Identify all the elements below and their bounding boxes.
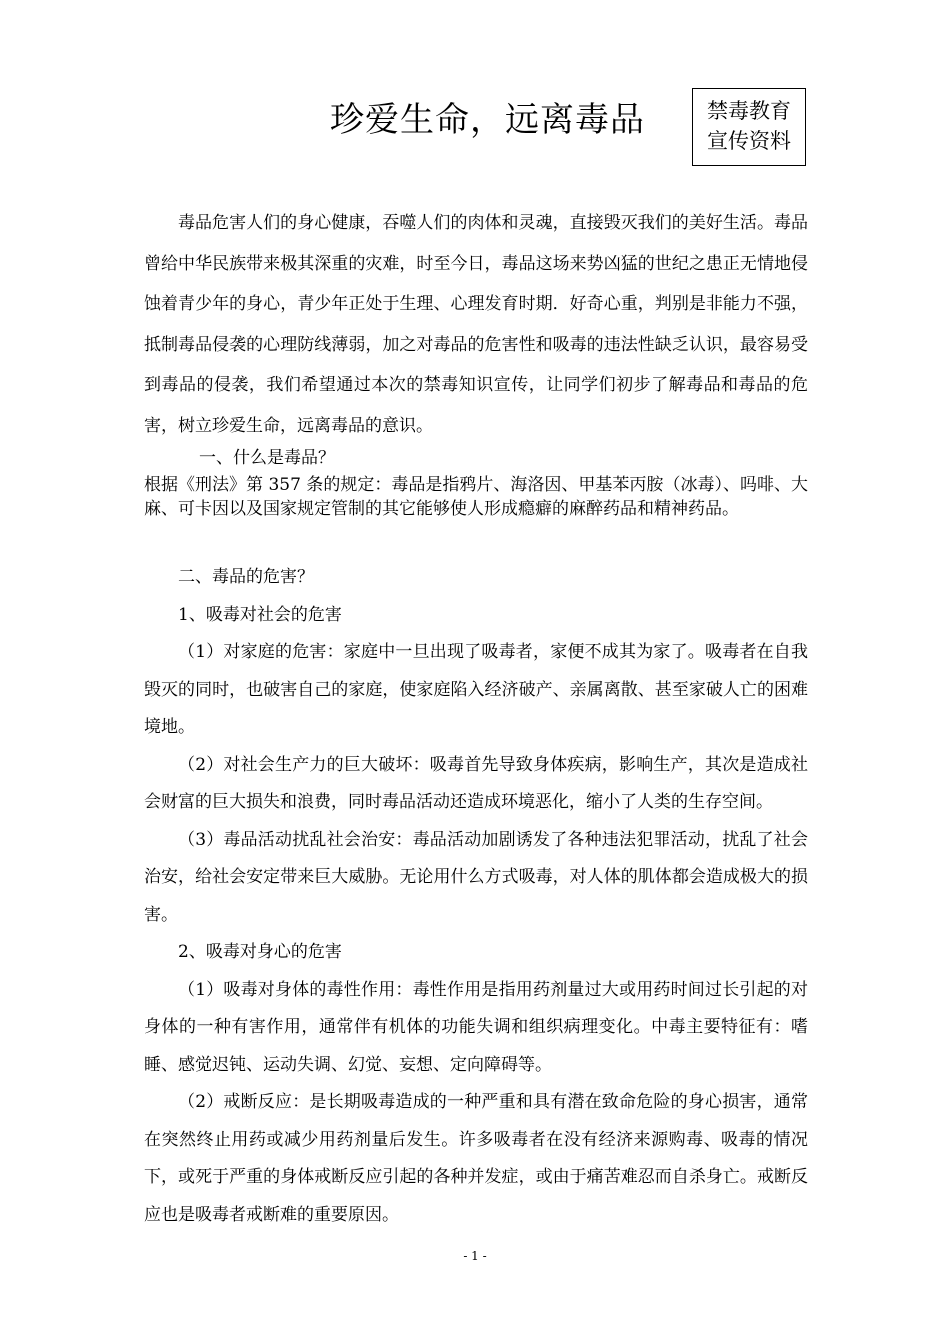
section1-paragraph: 根据《刑法》第 357 条的规定：毒品是指鸦片、海洛因、甲基苯丙胺（冰毒）、吗啡、大麻、可卡因以及国家规定管制的其它能够使人形成瘾癖的麻醉药品和精神药品。: [144, 475, 808, 519]
section1-heading: 一、什么是毒品？: [199, 448, 335, 468]
category-stamp-box: [692, 88, 806, 166]
section2-sub1-item: （1）对家庭的危害：家庭中一旦出现了吸毒者，家便不成其为家了。吸毒者在自我毁灭的同时，也破害自己的家庭，使家庭陷入经济破产、亲属离散、甚至家破人亡的困难境地。: [144, 642, 808, 737]
section2-sub2-item: （1）吸毒对身体的毒性作用：毒性作用是指用药剂量过大或用药时间过长引起的对身体的一种有害作用，通常伴有机体的功能失调和组织病理变化。中毒主要特征有：嗜睡、感觉迟钝、运动失调、幻觉、妄想、定向障碍等。: [144, 979, 808, 1075]
section2-sub2-item: （2）戒断反应：是长期吸毒造成的一种严重和具有潜在致命危险的身心损害，通常在突然终止用药或减少用药剂量后发生。许多吸毒者在没有经济来源购毒、吸毒的情况下，或死于严重的身体戒断反应引起的各种并发症，或由于痛苦难忍而自杀身亡。戒断反应也是吸毒者戒断难的重要原因。: [144, 1092, 808, 1225]
page-title: 珍爱生命，远离毒品: [330, 100, 645, 140]
section2-sub1-item: （3）毒品活动扰乱社会治安：毒品活动加剧诱发了各种违法犯罪活动，扰乱了社会治安，给社会安定带来巨大威胁。无论用什么方式吸毒，对人体的肌体都会造成极大的损害。: [144, 829, 808, 925]
stamp-line-1: 禁毒教育: [707, 99, 791, 123]
page-number: - 1 -: [463, 1249, 487, 1263]
section2-sub1-heading: 1、吸毒对社会的危害: [178, 604, 342, 625]
section2: [144, 559, 808, 1234]
section2-sub2-heading: 2、吸毒对身心的危害: [178, 942, 342, 962]
section2-sub1-item: （2）对社会生产力的巨大破坏：吸毒首先导致身体疾病，影响生产，其次是造成社会财富的巨大损失和浪费，同时毒品活动还造成环境恶化，缩小了人类的生存空间。: [144, 754, 808, 812]
intro-section: [144, 203, 808, 446]
section1-body: [144, 473, 808, 521]
intro-paragraph: 毒品危害人们的身心健康，吞噬人们的肉体和灵魂，直接毁灭我们的美好生活。毒品曾给中华民族带来极其深重的灾难，时至今日，毒品这场来势凶猛的世纪之患正无情地侵蚀着青少年的身心，青少年正处于生理、心理发育时期．好奇心重，判别是非能力不强，抵制毒品侵袭的心理防线薄弱，加之对毒品的危害性和吸毒的违法性缺乏认识，最容易受到毒品的侵袭，我们希望通过本次的禁毒知识宣传，让同学们初步了解毒品和毒品的危害，树立珍爱生命，远离毒品的意识。: [144, 213, 808, 436]
stamp-line-2: 宣传资料: [707, 129, 791, 153]
section2-heading: 二、毒品的危害？: [178, 567, 314, 587]
